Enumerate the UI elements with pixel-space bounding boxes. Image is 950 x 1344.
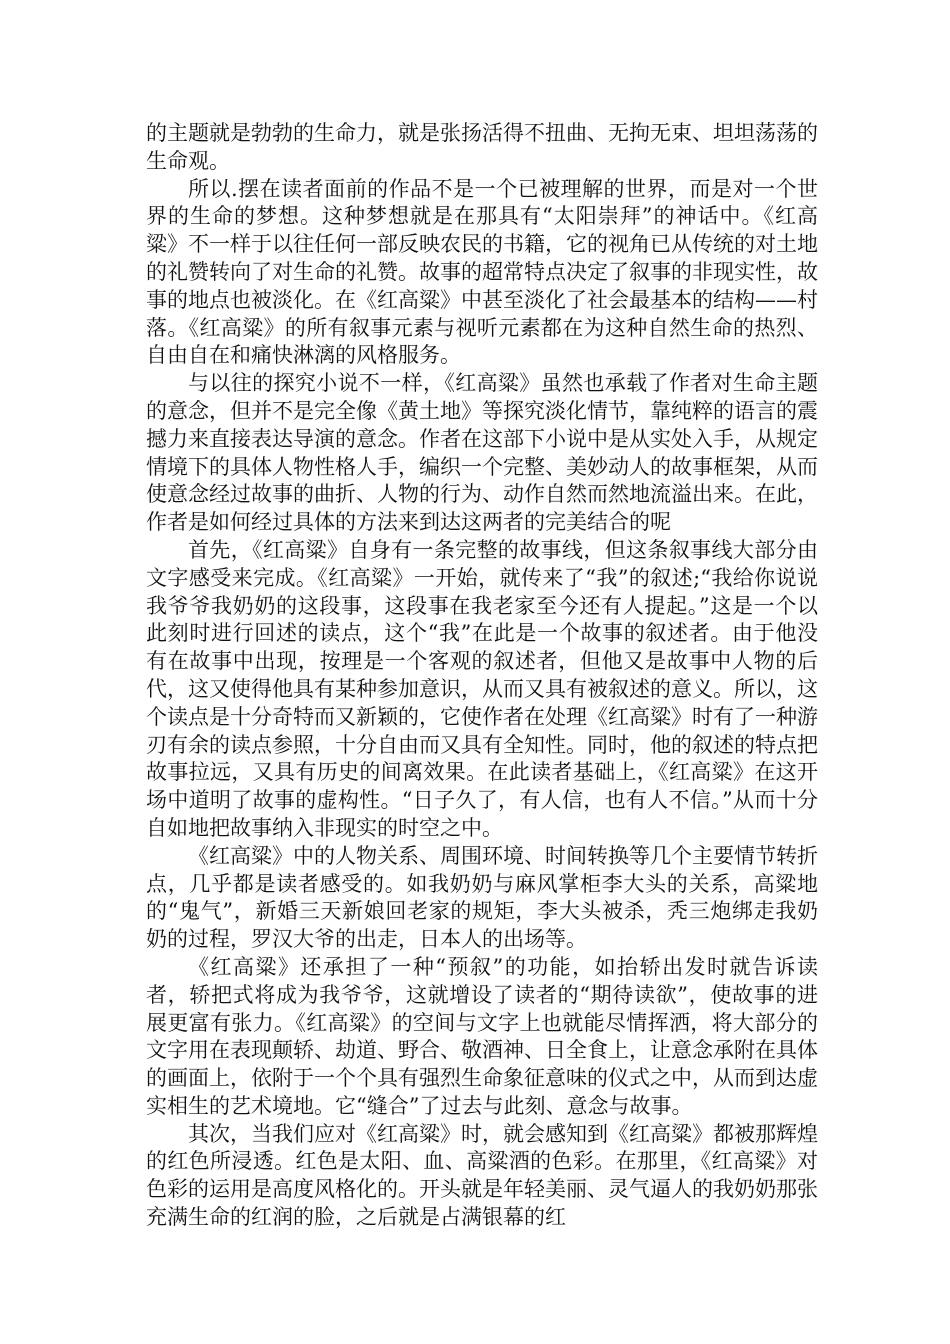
paragraph-4: 首先，《红高粱》自身有一条完整的故事线，但这条叙事线大部分由文字感受来完成。《红高粱》一开始，就传来了“我”的叙述;“我给你说说我爷爷我奶奶的这段事，这段事在我老家至今还有人提起。”这是一个以此刻时进行回述的读点，这个“我”在此是一个故事的叙述者。由于他没有在故事中出现，按理是一个客观的叙述者，但他又是故事中人物的后代，这又使得他具有某种参加意识，从而又具有被叙述的意义。所以，这个读点是十分奇特而又新颖的，它使作者在处理《红高粱》时有了一种游刃有余的读点参照，十分自由而又具有全知性。同时，他的叙述的特点把故事拉远，又具有历史的间离效果。在此读者基础上，《红高粱》在这开场中道明了故事的虚构性。“日子久了，有人信，也有人不信。”从而十分自如地把故事纳入非现实的时空之中。	[146, 537, 818, 840]
paragraph-5: 《红高粱》中的人物关系、周围环境、时间转换等几个主要情节转折点，几乎都是读者感受的。如我奶奶与麻风掌柜李大头的关系，高粱地的“鬼气”，新婚三天新娘回老家的规矩，李大头被杀，秃三炮绑走我奶奶的过程，罗汉大爷的出走，日本人的出场等。	[146, 843, 818, 952]
paragraph-7: 其次，当我们应对《红高粱》时，就会感知到《红高粱》都被那辉煌的红色所浸透。红色是太阳、血、高粱酒的色彩。在那里，《红高粱》对色彩的运用是高度风格化的。开头就是年轻美丽、灵气逼人的我奶奶那张充满生命的红润的脸，之后就是占满银幕的红	[146, 1121, 818, 1230]
paragraph-6: 《红高粱》还承担了一种“预叙”的功能，如抬轿出发时就告诉读者，轿把式将成为我爷爷，这就增设了读者的“期待读欲”，使故事的进展更富有张力。《红高粱》的空间与文字上也就能尽情挥洒，将大部分的文字用在表现颠轿、劫道、野合、敬酒神、日全食上，让意念承附在具体的画面上，依附于一个个具有强烈生命象征意味的仪式之中，从而到达虚实相生的艺术境地。它“缝合”了过去与此刻、意念与故事。	[146, 954, 818, 1118]
paragraph-2: 所以.摆在读者面前的作品不是一个已被理解的世界，而是对一个世界的生命的梦想。这种梦想就是在那具有“太阳崇拜”的神话中。《红高粱》不一样于以往任何一部反映农民的书籍，它的视角已从传统的对土地的礼赞转向了对生命的礼赞。故事的超常特点决定了叙事的非现实性，故事的地点也被淡化。在《红高粱》中甚至淡化了社会最基本的结构——村落。《红高粱》的所有叙事元素与视听元素都在为这种自然生命的热烈、自由自在和痛快淋漓的风格服务。	[146, 176, 818, 368]
document-page	[146, 120, 818, 1232]
paragraph-1: 的主题就是勃勃的生命力，就是张扬活得不扭曲、无拘无束、坦坦荡荡的生命观。	[146, 121, 818, 173]
paragraph-3: 与以往的探究小说不一样，《红高粱》虽然也承载了作者对生命主题的意念，但并不是完全像《黄土地》等探究淡化情节，靠纯粹的语言的震撼力来直接表达导演的意念。作者在这部下小说中是从实处入手，从规定情境下的具体人物性格人手，编织一个完整、美妙动人的故事框架，从而使意念经过故事的曲折、人物的行为、动作自然而然地流溢出来。在此，作者是如何经过具体的方法来到达这两者的完美结合的呢	[146, 371, 818, 535]
